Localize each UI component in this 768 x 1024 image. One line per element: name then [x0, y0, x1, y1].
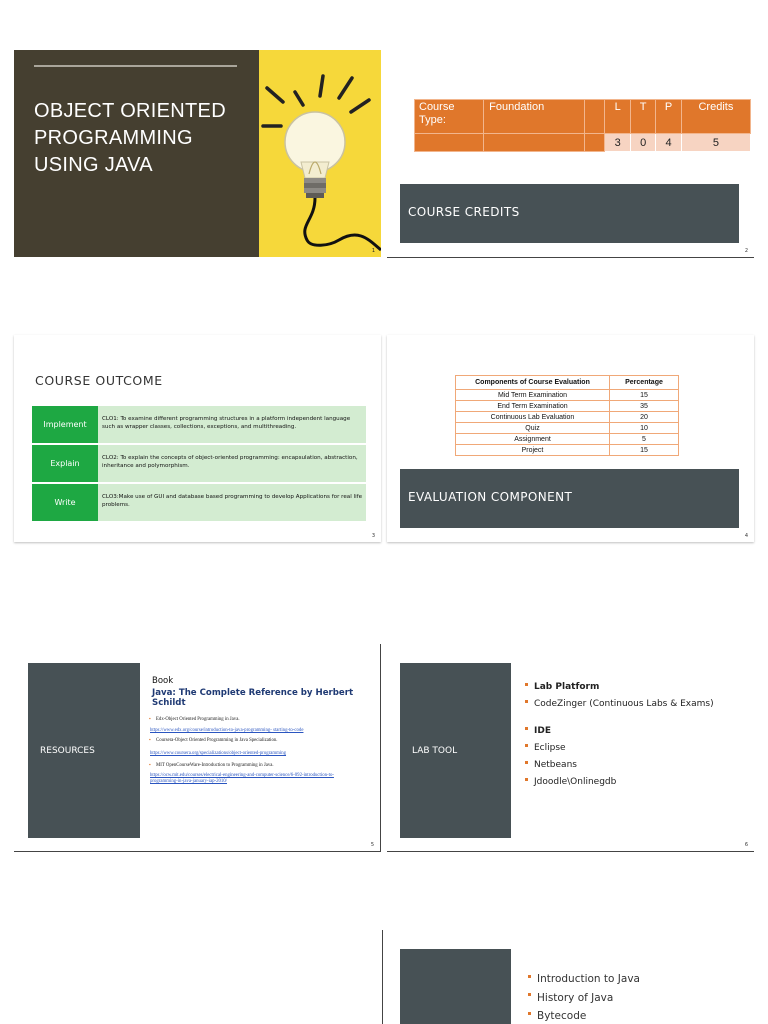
slide-3: [14, 335, 381, 542]
evaluation-table: Components of Course Evaluation Percentage Mid Term Examination 15 End Term Examination 35 Continuous Lab Evaluation 20 Quiz 10 Assignment 5 Project 15: [455, 375, 679, 456]
resource-link[interactable]: https://ocw.mit.edu/courses/electrical-engineering-and-computer-science/6-092-introduction-to-programming-in-java-january-iap-2010/: [150, 773, 334, 784]
list-item: Bytecode: [528, 1007, 640, 1024]
table-row: Quiz: [456, 423, 610, 434]
topic-list: [528, 970, 640, 1024]
light-bulb-icon: [259, 50, 381, 257]
value-T: 0: [630, 134, 655, 152]
banner-title: COURSE CREDITS: [408, 205, 520, 219]
cell-L: L: [605, 100, 630, 134]
slide-title: OBJECT ORIENTED PROGRAMMING USING JAVA: [34, 100, 226, 176]
panel-title: LAB TOOL: [412, 746, 458, 756]
outcome-text: CLO3:Make use of GUI and database based programming to develop Applications for real life problems.: [98, 484, 366, 521]
lab-tool-panel: [400, 663, 511, 838]
slide-4: [387, 335, 754, 542]
slide-number: 4: [744, 533, 748, 539]
outcome-verb: Explain: [32, 445, 98, 482]
value-L: 3: [605, 134, 630, 152]
lab-tool-list: [525, 679, 714, 791]
list-item: ▪ Coursera-Object Oriented Programming in Java Specialization.: [149, 738, 278, 743]
book-label: Book: [152, 676, 174, 686]
top-accent-bars: [513, 944, 753, 947]
value-P: 4: [656, 134, 681, 152]
slide-number: 1: [371, 248, 375, 254]
outcome-row: [32, 406, 366, 443]
bulb-image-panel: [259, 50, 381, 257]
title-rule: [34, 65, 237, 67]
list-item-codezinger: CodeZinger (Continuous Labs & Exams): [525, 696, 714, 713]
list-item: History of Java: [528, 989, 640, 1008]
side-panel: [400, 949, 511, 1024]
resource-link[interactable]: https://www.coursera.org/specializations/object-oriented-programming: [150, 751, 287, 756]
table-row: Project: [456, 445, 610, 456]
cell-course-type: Course Type:: [415, 100, 484, 134]
cell-foundation: Foundation: [484, 100, 585, 134]
outcome-row: [32, 445, 366, 482]
outcome-text: CLO2: To explain the concepts of object-oriented programming: encapsulation, abstraction, inheritance and polymorphism.: [98, 445, 366, 482]
list-item: ▪ Edx-Object Oriented Programming in Java.: [149, 717, 240, 722]
list-item: Introduction to Java: [528, 970, 640, 989]
header-component: Components of Course Evaluation: [456, 376, 610, 390]
table-row: End Term Examination: [456, 401, 610, 412]
slide-1: [14, 50, 381, 257]
slide-5: [14, 644, 381, 852]
banner-title: EVALUATION COMPONENT: [408, 490, 573, 504]
table-row: Mid Term Examination: [456, 390, 610, 401]
slide-number: 3: [371, 533, 375, 539]
book-title: Java: The Complete Reference by Herbert Schildt: [152, 688, 354, 708]
table-row: Assignment: [456, 434, 610, 445]
slide-8: [387, 930, 754, 1024]
slide-number: 6: [744, 842, 748, 848]
resource-list: [149, 717, 361, 785]
section-heading: COURSE OUTCOME: [35, 373, 163, 388]
list-item-jdoodle: Jdoodle\Onlinegdb: [525, 774, 714, 791]
slide-number: 2: [744, 248, 748, 254]
bullet-icon: ▪: [149, 738, 151, 743]
list-item-netbeans: Netbeans: [525, 757, 714, 774]
outcome-text: CLO1: To examine different programming structures in a platform independent language such as wrapper classes, collections, exceptions, and multithreading.: [98, 406, 366, 443]
evaluation-banner: [400, 469, 739, 528]
top-accent-bars: [400, 350, 740, 353]
top-accent-bars: [142, 659, 380, 662]
table-row: Continuous Lab Evaluation: [456, 412, 610, 423]
cell-credits: Credits: [681, 100, 750, 134]
slide-6: [387, 644, 754, 852]
top-accent-bars: [513, 659, 753, 662]
slide-2: [387, 50, 754, 258]
list-item-eclipse: Eclipse: [525, 740, 714, 757]
resources-panel: [28, 663, 140, 838]
bullet-icon: ▪: [149, 717, 151, 722]
bullet-icon: ▪: [149, 763, 151, 768]
top-accent-bars: [28, 350, 368, 353]
cell-P: P: [656, 100, 681, 134]
outcome-verb: Write: [32, 484, 98, 521]
value-credits: 5: [681, 134, 750, 152]
list-item-ide: IDE: [525, 723, 714, 740]
slide-number: 5: [370, 842, 374, 848]
slide-7: [14, 930, 383, 1024]
outcome-row: [32, 484, 366, 521]
list-item-lab-platform: Lab Platform: [525, 679, 714, 696]
outcome-list: [32, 406, 366, 521]
top-accent-bars: [28, 944, 368, 947]
list-item: ▪ MIT OpenCourseWare-Introduction to Programming in Java.: [149, 763, 274, 768]
header-percentage: Percentage: [610, 376, 679, 390]
course-credits-banner: [400, 184, 739, 243]
panel-title: RESOURCES: [40, 746, 95, 756]
cell-T: T: [630, 100, 655, 134]
cell-empty: [584, 100, 605, 134]
resource-link[interactable]: https://www.edx.org/course/introduction-to-java-programming- starting-to-code: [150, 728, 304, 733]
top-accent-bars: [400, 64, 740, 67]
course-credits-table: [414, 99, 751, 152]
outcome-verb: Implement: [32, 406, 98, 443]
